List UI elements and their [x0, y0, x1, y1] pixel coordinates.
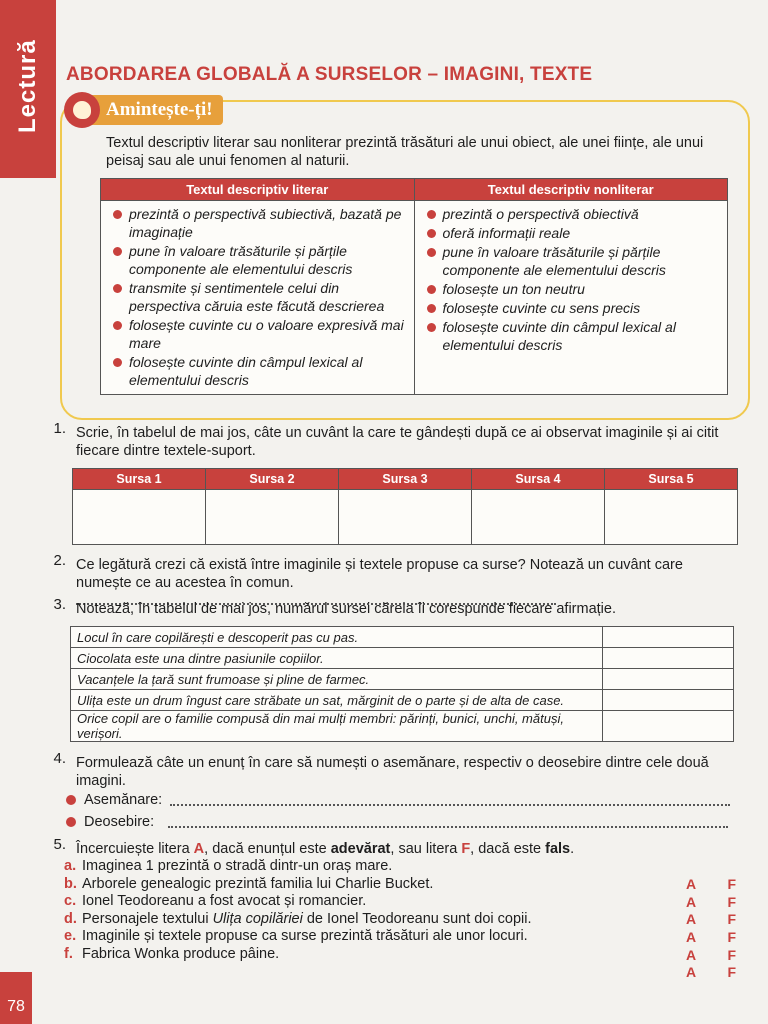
item-text: Arborele genealogic prezintă familia lui Charlie Bucket.: [82, 875, 434, 892]
ex5-number: 5.: [53, 836, 66, 853]
answer-line[interactable]: [170, 794, 730, 806]
af-row: [686, 894, 736, 912]
answer-a[interactable]: A: [686, 929, 697, 946]
false-word: fals: [545, 841, 571, 857]
ex1-text: Scrie, în tabelul de mai jos, câte un cuvânt la care te gândești după ce ai observat imaginile și ai citit fiecare dintre textele-suport.: [76, 425, 719, 459]
difference-label: Deosebire:: [84, 814, 155, 830]
item-letter: e.: [64, 928, 77, 944]
tf-item: [64, 876, 564, 894]
item-letter: f.: [64, 945, 73, 962]
af-row: [686, 911, 736, 929]
statements-table: [70, 626, 734, 742]
tf-item: [64, 893, 564, 911]
answer-f[interactable]: F: [727, 893, 736, 910]
nonliterar-item: prezintă o perspectivă obiectivă: [425, 205, 720, 223]
item-letter: b.: [64, 875, 77, 892]
ex4-text: Formulează câte un enunț în care să numești o asemănare, respectiv o deosebire dintre cele două imagini.: [76, 755, 709, 789]
letter-f: F: [461, 841, 471, 857]
answer-line[interactable]: [168, 816, 728, 828]
literar-cell: [101, 201, 415, 395]
item-letter: c.: [64, 893, 77, 909]
ex3-text: Notează, în tabelul de mai jos, numărul sursei căreia îi corespunde fiecare afirmație.: [76, 601, 616, 617]
header-nonliterar: Textul descriptiv nonliterar: [414, 179, 728, 201]
letter-a: A: [193, 841, 205, 857]
literar-item: folosește cuvinte cu o valoare expresivă mai mare: [111, 316, 406, 352]
source-header: Sursa 1: [73, 469, 206, 490]
answer-a[interactable]: A: [686, 876, 697, 892]
statement-answer[interactable]: [603, 648, 734, 669]
source-answer-cell[interactable]: [605, 490, 738, 545]
tf-list: [64, 858, 564, 963]
answer-f[interactable]: F: [727, 946, 736, 963]
source-header: Sursa 2: [206, 469, 339, 490]
answer-a[interactable]: A: [686, 911, 697, 928]
af-row: [686, 964, 736, 982]
difference-line: [66, 814, 728, 830]
bullet-icon: [66, 817, 76, 827]
statement: Vacanțele la țară sunt frumoase și pline de farmec.: [71, 669, 603, 690]
statement-answer[interactable]: [603, 690, 734, 711]
tf-item: [64, 911, 564, 929]
true-word: adevărat: [330, 841, 391, 857]
ex4-number: 4.: [53, 750, 66, 767]
sources-table: [72, 468, 738, 545]
source-answer-cell[interactable]: [73, 490, 206, 545]
statement-answer[interactable]: [603, 711, 734, 742]
source-answer-cell[interactable]: [339, 490, 472, 545]
comparison-table: [100, 178, 728, 395]
book-title: Ulița copilăriei: [212, 910, 303, 927]
af-row: [686, 876, 736, 894]
item-text: Imaginile și textele propuse ca surse prezintă trăsături ale unor locuri.: [82, 928, 528, 944]
header-literar: Textul descriptiv literar: [101, 179, 415, 201]
similarity-line: [66, 792, 730, 808]
ex2-question: Ce legătură crezi că există între imaginile și textele propuse ca surse? Notează un cuvânt care numește ce au acestea în comun.: [76, 557, 683, 591]
nonliterar-cell: [414, 201, 728, 395]
statement: Locul în care copilărești e descoperit pas cu pas.: [71, 627, 603, 648]
head-icon: [64, 92, 100, 128]
statement: Orice copil are o familie compusă din mai mulți membri: părinți, bunici, unchi, mătuși, verișori.: [71, 711, 603, 742]
ex2-number: 2.: [53, 552, 66, 569]
item-letter: a.: [64, 858, 77, 874]
af-answers: [686, 876, 736, 982]
source-answer-cell[interactable]: [206, 490, 339, 545]
tf-item: [64, 858, 564, 876]
item-text-part: Personajele textului: [82, 910, 213, 927]
source-answer-cell[interactable]: [472, 490, 605, 545]
literar-item: prezintă o perspectivă subiectivă, bazată pe imaginație: [111, 205, 406, 241]
literar-item: folosește cuvinte din câmpul lexical al elementului descris: [111, 353, 406, 389]
remember-badge: [64, 92, 223, 128]
answer-a[interactable]: A: [686, 893, 697, 910]
page-number: 78: [0, 972, 32, 1024]
statement: Ulița este un drum îngust care străbate un sat, mărginit de o parte și de alta de case.: [71, 690, 603, 711]
literar-item: pune în valoare trăsăturile și părțile componente ale elementului descris: [111, 242, 406, 278]
statement-answer[interactable]: [603, 627, 734, 648]
remember-intro: Textul descriptiv literar sau nonliterar prezintă trăsături ale unui obiect, ale unei ființe, ale unui peisaj sau ale unui fenomen al naturii.: [106, 135, 704, 169]
item-text: Imaginea 1 prezintă o stradă dintr-un oraș mare.: [82, 858, 393, 874]
nonliterar-item: folosește cuvinte cu sens precis: [425, 299, 720, 317]
ex1-number: 1.: [53, 420, 66, 437]
page-title: ABORDAREA GLOBALĂ A SURSELOR – IMAGINI, TEXTE: [66, 64, 593, 85]
source-header: Sursa 5: [605, 469, 738, 490]
literar-item: transmite și sentimentele celui din perspectiva căruia este făcută descrierea: [111, 279, 406, 315]
item-text-part: de Ionel Teodoreanu sunt doi copii.: [302, 910, 532, 927]
ex5-text-part: , dacă enunțul este: [204, 841, 331, 857]
ex5-text-part: , dacă este: [470, 841, 546, 857]
statement: Ciocolata este una dintre pasiunile copiilor.: [71, 648, 603, 669]
item-text: Fabrica Wonka produce pâine.: [82, 945, 280, 962]
answer-a[interactable]: A: [686, 946, 697, 963]
item-text: [82, 911, 532, 929]
answer-f[interactable]: F: [727, 929, 736, 946]
source-header: Sursa 3: [339, 469, 472, 490]
answer-a[interactable]: A: [686, 964, 697, 981]
af-row: [686, 947, 736, 965]
bullet-icon: [66, 795, 76, 805]
ex5-text: [76, 840, 736, 858]
item-text: Ionel Teodoreanu a fost avocat și romancier.: [82, 893, 367, 909]
ex5-text-part: , sau litera: [390, 841, 462, 857]
af-row: [686, 929, 736, 947]
nonliterar-item: oferă informații reale: [425, 224, 720, 242]
ex5-text-part: .: [570, 841, 575, 857]
similarity-label: Asemănare:: [84, 792, 163, 808]
item-letter: d.: [64, 910, 77, 927]
section-label: Lectură: [14, 39, 41, 133]
answer-f[interactable]: F: [727, 876, 736, 892]
nonliterar-item: folosește un ton neutru: [425, 280, 720, 298]
source-header: Sursa 4: [472, 469, 605, 490]
tf-item: [64, 928, 564, 946]
answer-f[interactable]: F: [727, 964, 736, 981]
section-band: [0, 0, 56, 178]
nonliterar-item: folosește cuvinte din câmpul lexical al elementului descris: [425, 318, 720, 354]
answer-f[interactable]: F: [727, 911, 736, 928]
statement-answer[interactable]: [603, 669, 734, 690]
ex5-text-part: Încercuiește litera: [76, 841, 194, 857]
nonliterar-item: pune în valoare trăsăturile și părțile componente ale elementului descris: [425, 243, 720, 279]
tf-item: [64, 946, 564, 964]
ex3-number: 3.: [53, 596, 66, 613]
remember-title: Amintește-ți!: [90, 95, 223, 125]
